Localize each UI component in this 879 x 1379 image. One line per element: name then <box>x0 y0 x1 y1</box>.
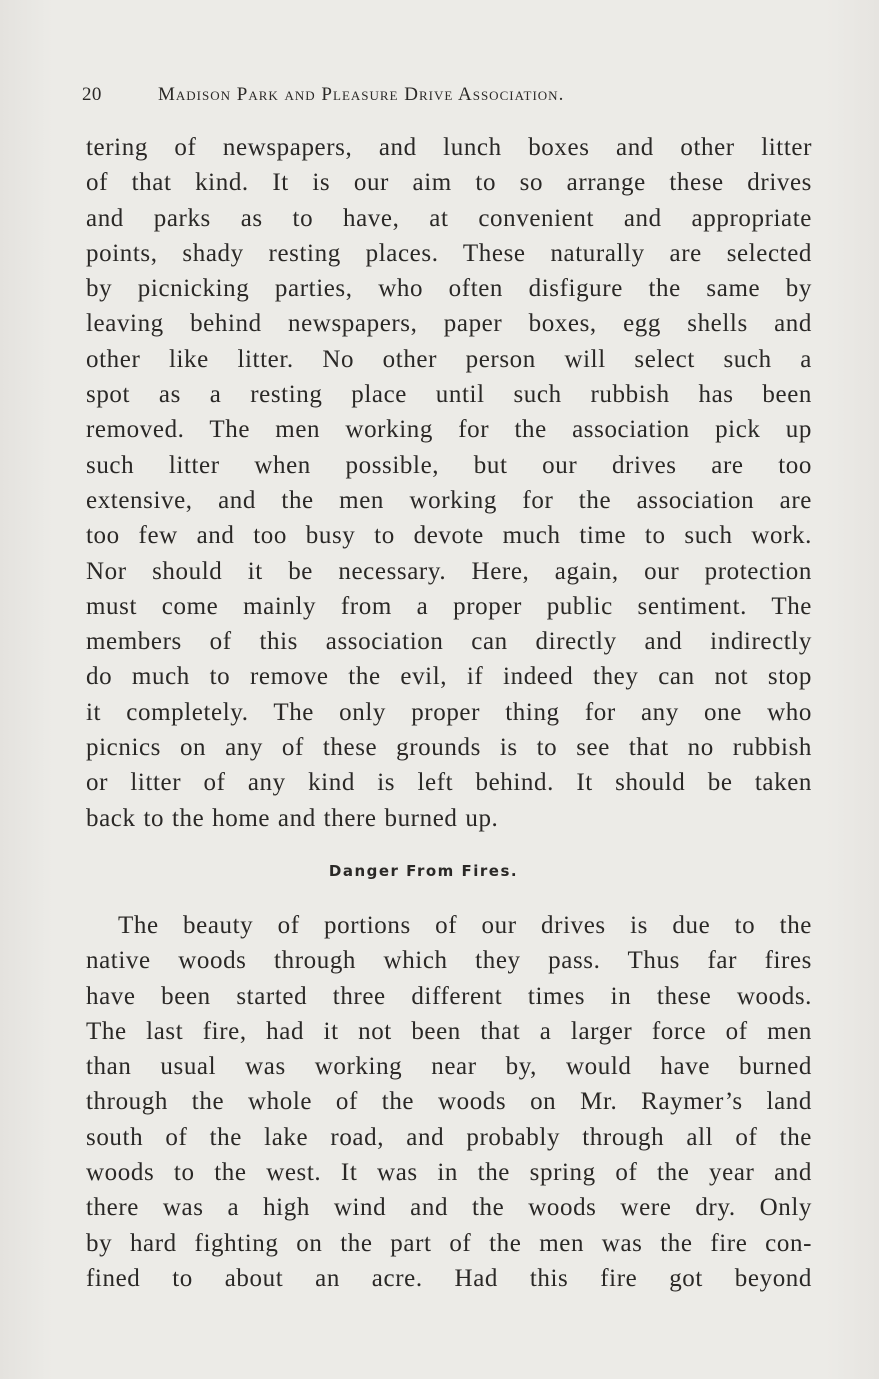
text-line: south of the lake road, and probably through all of the <box>86 1123 812 1151</box>
text-line: must come mainly from a proper public sentiment. The <box>86 592 812 620</box>
text-line: too few and too busy to devote much time to such work. <box>86 522 812 550</box>
text-line: than usual was working near by, would have burned <box>86 1053 812 1081</box>
text-line: leaving behind newspapers, paper boxes, egg shells and <box>86 310 812 338</box>
text-line: have been started three different times in these woods. <box>86 982 812 1010</box>
text-line: of that kind. It is our aim to so arrange these drives <box>86 169 812 197</box>
paragraph-fires <box>86 908 812 1296</box>
text-line: picnics on any of these grounds is to see that no rubbish <box>86 734 812 762</box>
running-title: Madison Park and Pleasure Drive Association. <box>158 84 565 105</box>
text-line: through the whole of the woods on Mr. Raymer’s land <box>86 1088 812 1116</box>
text-line: removed. The men working for the association pick up <box>86 416 812 444</box>
section-heading: Danger From Fires. <box>328 862 519 880</box>
text-line: there was a high wind and the woods were dry. Only <box>86 1194 812 1222</box>
text-line: back to the home and there burned up. <box>86 804 499 832</box>
running-head <box>82 84 802 108</box>
text-line: The beauty of portions of our drives is due to the <box>118 912 812 939</box>
paragraph-litter <box>86 130 812 836</box>
text-line: do much to remove the evil, if indeed they can not stop <box>86 663 812 691</box>
text-line: tering of newspapers, and lunch boxes and other litter <box>86 134 812 161</box>
text-line: other like litter. No other person will select such a <box>86 345 812 373</box>
text-line: by hard fighting on the part of the men was the fire con- <box>86 1229 812 1257</box>
text-line: by picnicking parties, who often disfigure the same by <box>86 275 812 303</box>
text-line: woods to the west. It was in the spring of the year and <box>86 1159 812 1187</box>
text-line: fined to about an acre. Had this fire got beyond <box>86 1264 812 1292</box>
text-line: or litter of any kind is left behind. It should be taken <box>86 769 812 797</box>
page-number: 20 <box>82 84 102 105</box>
text-line: and parks as to have, at convenient and appropriate <box>86 204 812 232</box>
text-line: it completely. The only proper thing for any one who <box>86 698 812 726</box>
text-line: members of this association can directly and indirectly <box>86 628 812 656</box>
text-line: The last fire, had it not been that a larger force of men <box>86 1017 812 1045</box>
text-line: Nor should it be necessary. Here, again, our protection <box>86 557 812 585</box>
text-line: extensive, and the men working for the association are <box>86 486 812 514</box>
text-line: points, shady resting places. These naturally are selected <box>86 239 812 267</box>
text-line: native woods through which they pass. Thus far fires <box>86 947 812 975</box>
text-line: such litter when possible, but our drives are too <box>86 451 812 479</box>
text-line: spot as a resting place until such rubbish has been <box>86 381 812 409</box>
